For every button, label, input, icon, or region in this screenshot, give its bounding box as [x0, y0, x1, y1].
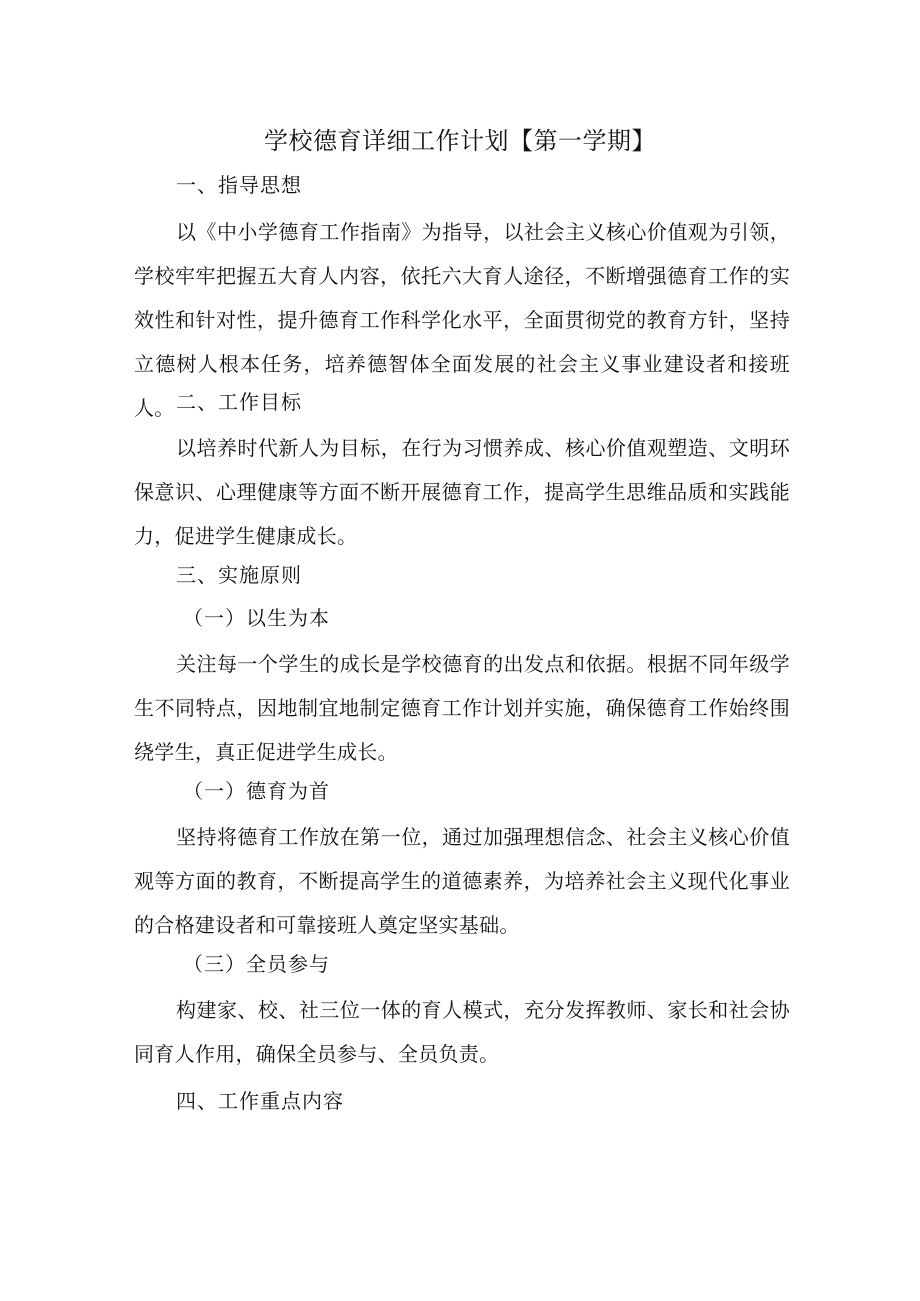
- section-heading-work-goals: 二、工作目标: [176, 390, 302, 414]
- subheading-full-participation: （三）全员参与: [183, 952, 330, 976]
- paragraph-student-centered: 关注每一个学生的成长是学校德育的出发点和依据。根据不同年级学生不同特点，因地制宜地制定德育工作计划并实施，确保德育工作始终围绕学生，真正促进学生成长。: [134, 652, 790, 764]
- paragraph-work-goals: 以培养时代新人为目标，在行为习惯养成、核心价值观塑造、文明环保意识、心理健康等方面不断开展德育工作，提高学生思维品质和实践能力，促进学生健康成长。: [134, 436, 790, 548]
- paragraph-moral-first: 坚持将德育工作放在第一位，通过加强理想信念、社会主义核心价值观等方面的教育，不断提高学生的道德素养，为培养社会主义现代化事业的合格建设者和可靠接班人奠定坚实基础。: [134, 825, 790, 937]
- paragraph-guiding-ideology: 以《中小学德育工作指南》为指导，以社会主义核心价值观为引领，学校牢牢把握五大育人内容，依托六大育人途径，不断增强德育工作的实效性和针对性，提升德育工作科学化水平，全面贯彻党的教育方针，坚持立德树人根本任务，培养德智体全面发展的社会主义事业建设者和接班人。: [134, 220, 790, 420]
- section-heading-key-content: 四、工作重点内容: [176, 1089, 344, 1113]
- section-heading-guiding-ideology: 一、指导思想: [176, 173, 302, 197]
- section-heading-principles: 三、实施原则: [176, 563, 302, 587]
- paragraph-full-participation: 构建家、校、社三位一体的育人模式，充分发挥教师、家长和社会协同育人作用，确保全员参与、全员负责。: [134, 998, 790, 1066]
- subheading-moral-first: （一）德育为首: [183, 779, 330, 803]
- subheading-student-centered: （一）以生为本: [183, 606, 330, 630]
- document-title: 学校德育详细工作计划【第一学期】: [264, 127, 656, 155]
